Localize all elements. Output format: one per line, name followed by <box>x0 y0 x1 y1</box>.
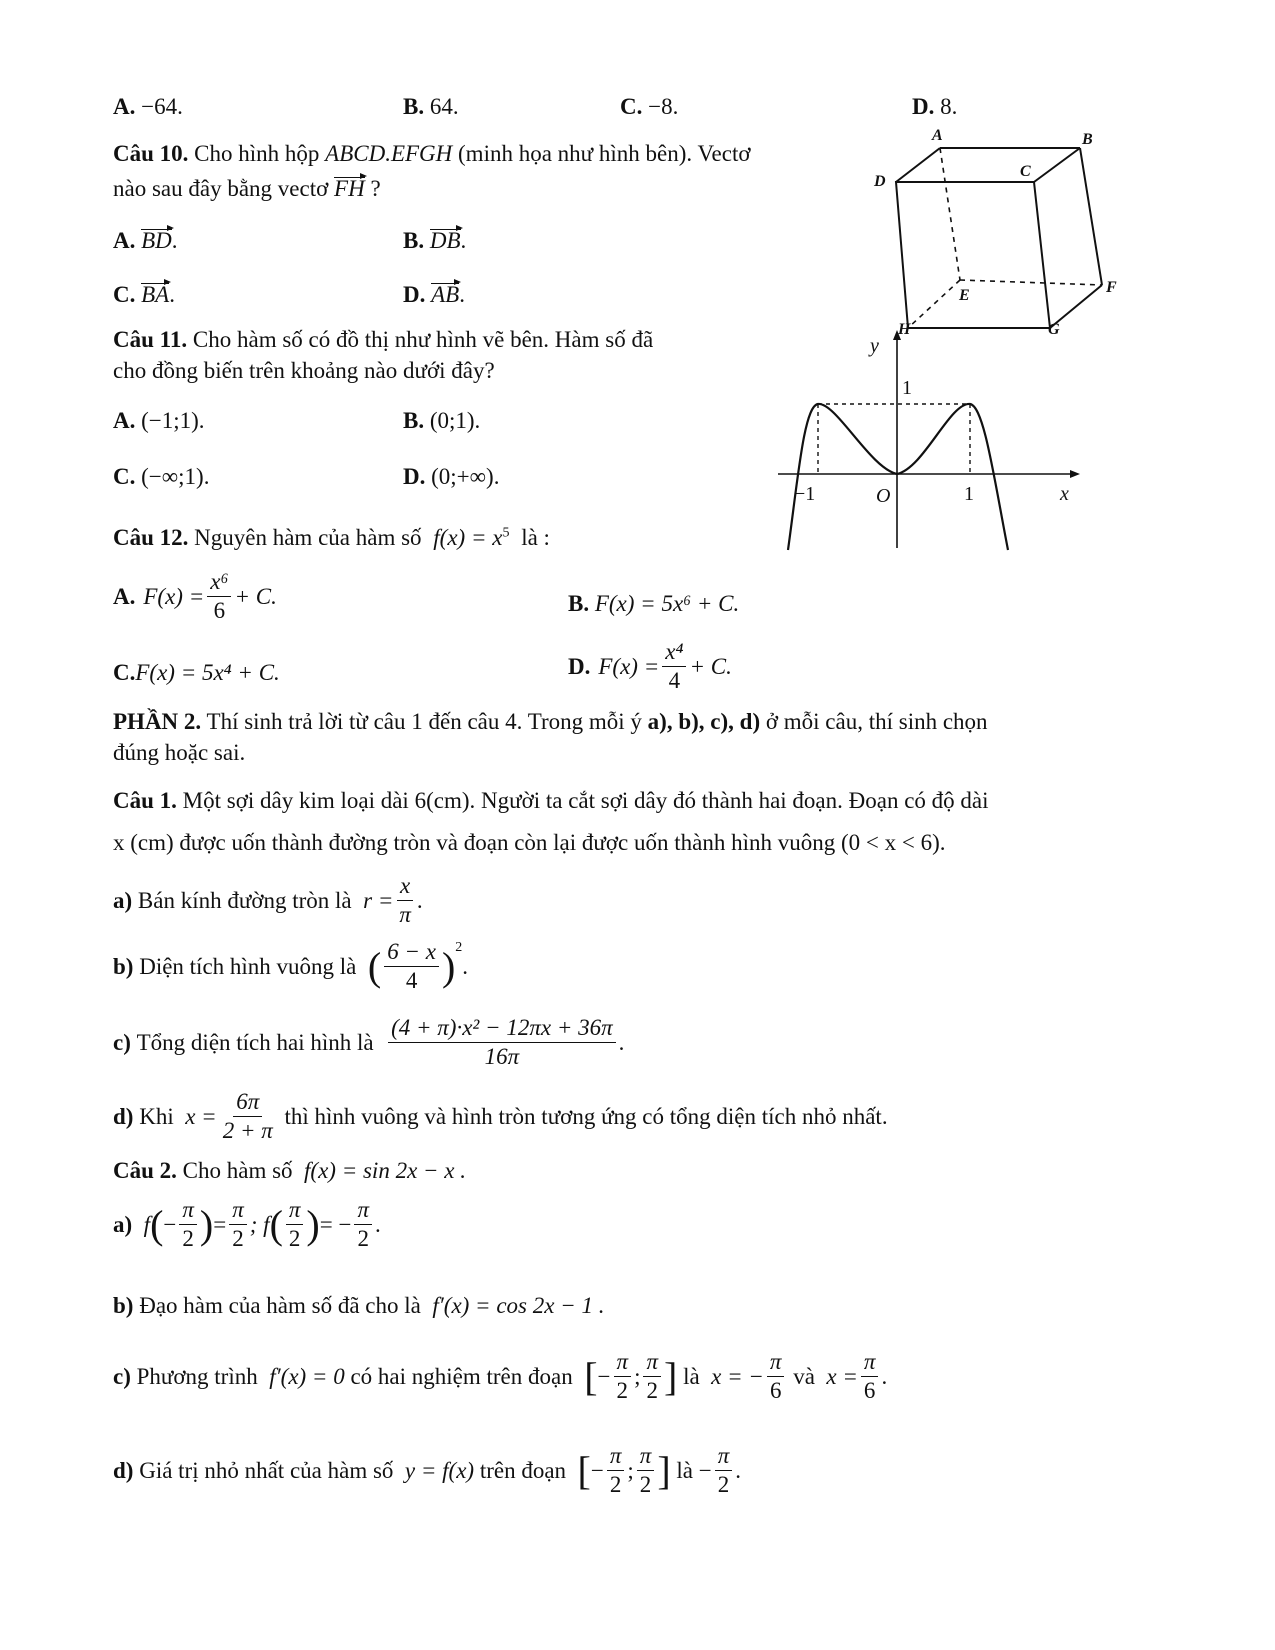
q10-option-b: B. DB. <box>403 228 467 253</box>
cube-label-b: B <box>1082 131 1093 148</box>
cube-label-e: E <box>959 287 970 304</box>
graph-label-x: x <box>1060 483 1069 505</box>
p2q1-item-d: d) Khi x = $\frac{6\pi}{2 + \pi}$ thì hình vuông và hình tròn tương ứng có tổng diện tích nhỏ nhất. <box>113 1089 888 1144</box>
graph-label-y-one: 1 <box>902 377 912 399</box>
p2q2-item-c: c) Phương trình f′(x) = 0 có hai nghiệm trên đoạn [ − $\frac{\pi}{2}$ ; $\frac{\pi}{2}$ ] là x = − $\frac{\pi}{6}$ và x = $\frac{\pi}{6}$ . <box>113 1349 888 1404</box>
cube-label-d: D <box>874 173 886 190</box>
p2q2-item-b: b) Đạo hàm của hàm số đã cho là f′(x) = cos 2x − 1 . <box>113 1293 605 1318</box>
q11-option-a: A. (−1;1). <box>113 408 205 433</box>
part2-heading-line2: đúng hoặc sai. <box>113 740 246 765</box>
q9-option-b: B. 64. <box>403 94 459 119</box>
q10-option-d: D. AB. <box>403 282 465 307</box>
q11-option-d: D. (0;+∞). <box>403 464 500 489</box>
q9-option-a: A. −64. <box>113 94 183 119</box>
q12-option-b: B. F(x) = 5x⁶ + C. <box>568 591 740 616</box>
q11-stem-line1: Câu 11. Cho hàm số có đồ thị như hình vẽ bên. Hàm số đã <box>113 327 654 352</box>
p2q2-item-d: d) Giá trị nhỏ nhất của hàm số y = f(x) trên đoạn [ − $\frac{\pi}{2}$ ; $\frac{\pi}{2}$ ] là − $\frac{\pi}{2}$ . <box>113 1443 742 1498</box>
q10-stem-line2: nào sau đây bằng vectơ FH ? <box>113 176 381 201</box>
function-graph <box>770 318 1090 558</box>
cube-label-h: H <box>898 321 911 338</box>
cube-label-c: C <box>1020 163 1031 180</box>
q11-stem-line2: cho đồng biến trên khoảng nào dưới đây? <box>113 358 495 383</box>
function-curve <box>788 404 1008 550</box>
graph-label-minus-one: −1 <box>794 483 816 505</box>
cube-label-f: F <box>1106 279 1117 296</box>
q12-stem: Câu 12. Nguyên hàm của hàm số $f(x) = x^5$ là : <box>113 525 550 550</box>
y-axis-arrow <box>893 330 901 340</box>
q9-option-d: D. 8. <box>912 94 958 119</box>
q11-option-c: C. (−∞;1). <box>113 464 210 489</box>
q11-option-b: B. (0;1). <box>403 408 481 433</box>
cube-front-face <box>896 182 1050 328</box>
q9-option-c: C. −8. <box>620 94 679 119</box>
p2q1-item-b: b) Diện tích hình vuông là ( $\frac{6 - x}{4}$ ) $^2$ . <box>113 939 469 994</box>
cube-label-a: A <box>932 127 943 144</box>
q10-option-a: A. BD. <box>113 228 178 253</box>
part2-heading: PHẦN 2. Thí sinh trả lời từ câu 1 đến câu 4. Trong mỗi ý a), b), c), d) ở mỗi câu, thí sinh chọn <box>113 709 988 734</box>
graph-label-y: y <box>870 335 879 357</box>
q12-option-a: A. F(x) = $\frac{\text{x⁶}}{6}$ + C. <box>113 569 277 624</box>
p2q1-item-a: a) Bán kính đường tròn là r = $\frac{x}{\pi}$ . <box>113 873 423 928</box>
cube-figure <box>860 120 1130 350</box>
p2q2-item-a: a) f ( − $\frac{\pi}{2}$ ) = $\frac{\pi}{2}$ ; f ( $\frac{\pi}{2}$ ) = − $\frac{\pi}{2}$ . <box>113 1197 381 1252</box>
cube-label-g: G <box>1048 321 1060 338</box>
p2q2-stem: Câu 2. Cho hàm số f(x) = sin 2x − x . <box>113 1158 467 1183</box>
x-axis-arrow <box>1070 470 1080 478</box>
q10-option-c: C. BA. <box>113 282 175 307</box>
q12-option-c: C.F(x) = 5x⁴ + C. <box>113 660 280 685</box>
q10-stem-line1: Câu 10. Cho hình hộp ABCD.EFGH (minh họa như hình bên). Vectơ <box>113 141 751 166</box>
p2q1-stem-line2: x (cm) được uốn thành đường tròn và đoạn còn lại được uốn thành hình vuông (0 < x < 6). <box>113 830 946 855</box>
graph-label-origin: O <box>876 485 891 507</box>
p2q1-item-c: c) Tổng diện tích hai hình là $\frac{\text{(4 + π)·x² − 12πx + 36π}}{16\pi}$ . <box>113 1015 625 1070</box>
q12-option-d: D. F(x) = $\frac{\text{x⁴}}{4}$ + C. <box>568 639 732 694</box>
graph-label-x-one: 1 <box>964 483 974 505</box>
p2q1-stem-line1: Câu 1. Một sợi dây kim loại dài 6(cm). Người ta cắt sợi dây đó thành hai đoạn. Đoạn có độ dài <box>113 788 989 813</box>
